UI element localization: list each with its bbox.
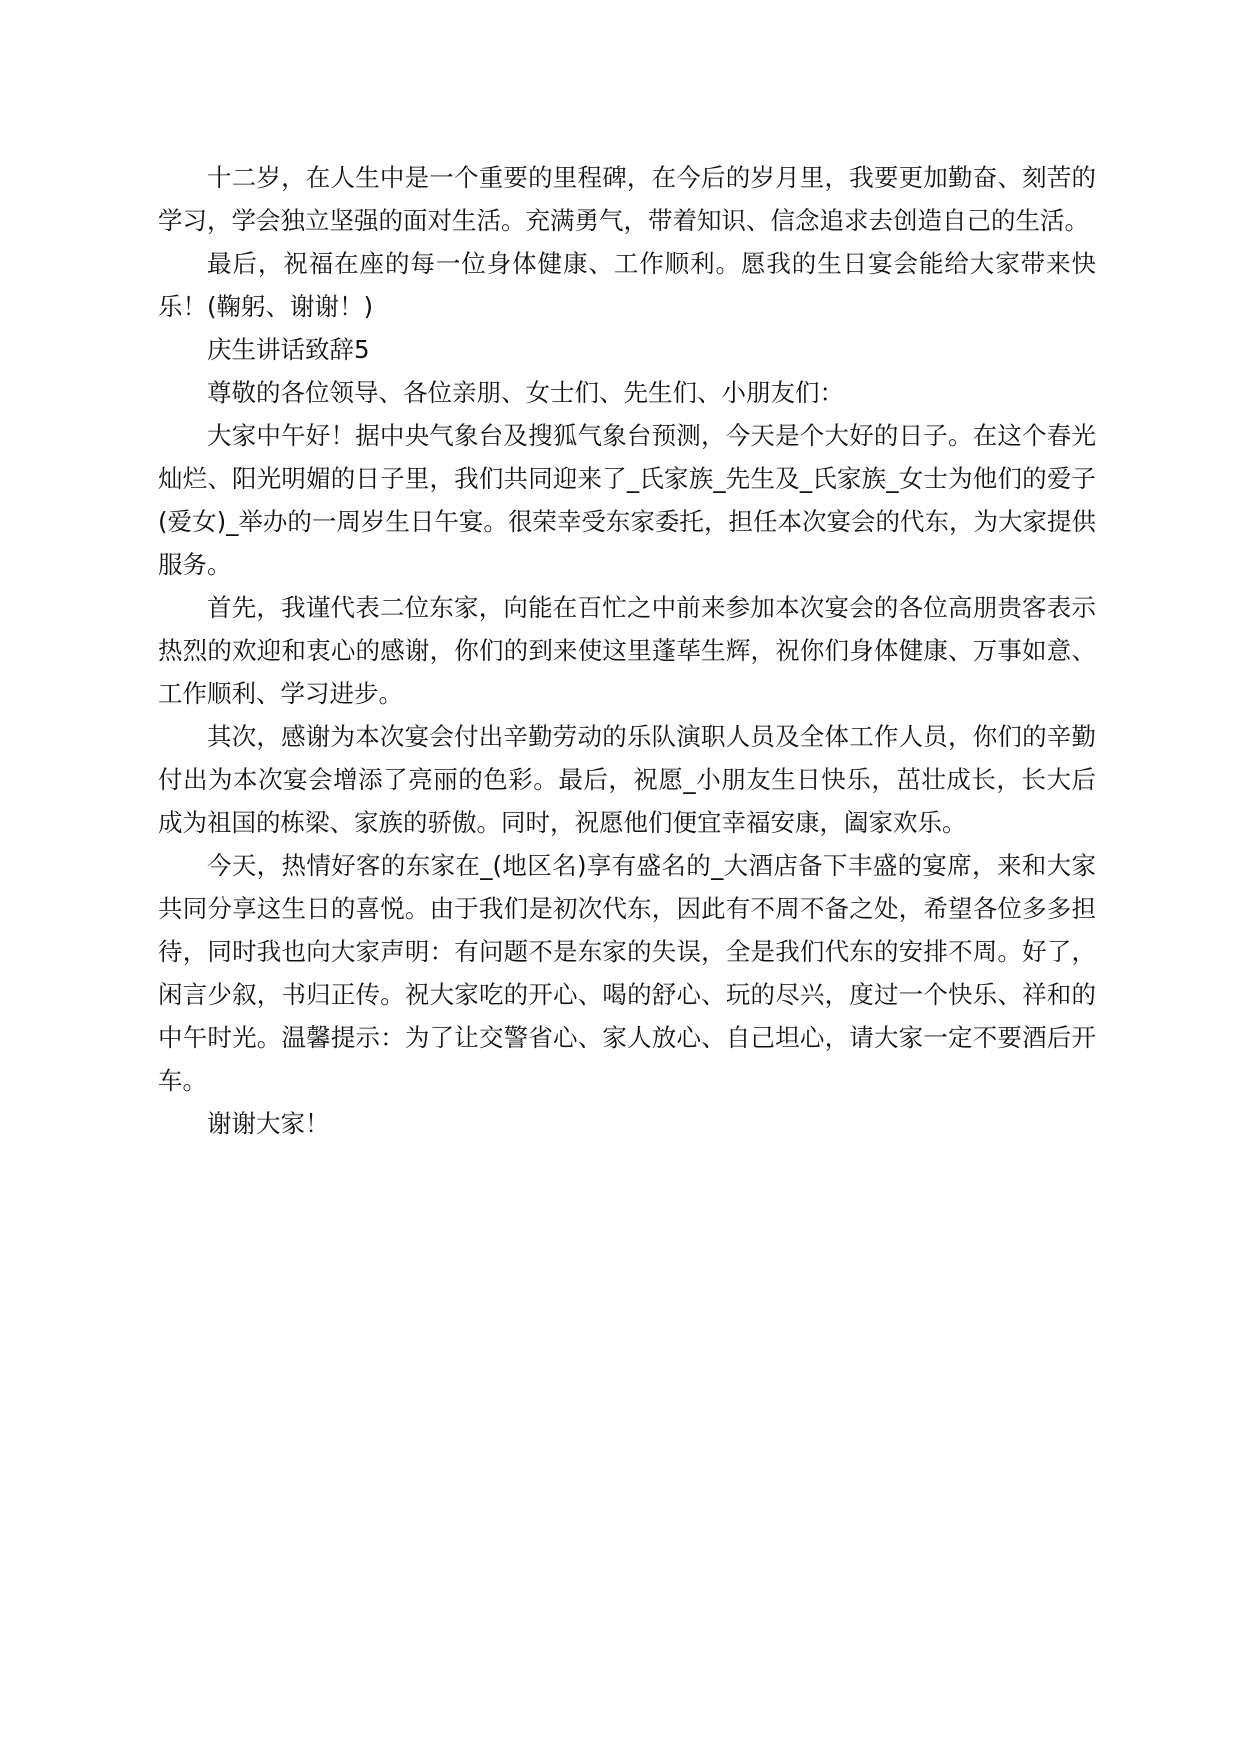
paragraph-welcome-thanks: 首先，我谨代表二位东家，向能在百忙之中前来参加本次宴会的各位高朋贵客表示热烈的欢迎和衷心的感谢，你们的到来使这里蓬荜生辉，祝你们身体健康、万事如意、工作顺利、学习进步。	[158, 593, 1096, 708]
paragraph-opening-greeting: 大家中午好！据中央气象台及搜狐气象台预测，今天是个大好的日子。在这个春光灿烂、阳光明媚的日子里，我们共同迎来了_氏家族_先生及_氏家族_女士为他们的爱子(爱女)_举办的一周岁生日午宴。很荣幸受东家委托，担任本次宴会的代东，为大家提供服务。	[158, 421, 1096, 579]
paragraph-thank-you: 谢谢大家！	[207, 1109, 330, 1138]
paragraph-thanks-staff: 其次，感谢为本次宴会付出辛勤劳动的乐队演职人员及全体工作人员，你们的辛勤付出为本次宴会增添了亮丽的色彩。最后，祝愿_小朋友生日快乐，茁壮成长，长大后成为祖国的栋梁、家族的骄傲。同时，祝愿他们便宜幸福安康，阖家欢乐。	[158, 722, 1096, 837]
paragraph-banquet-notice: 今天，热情好客的东家在_(地区名)享有盛名的_大酒店备下丰盛的宴席，来和大家共同分享这生日的喜悦。由于我们是初次代东，因此有不周不备之处，希望各位多多担待，同时我也向大家声明：有问题不是东家的失误，全是我们代东的安排不周。好了，闲言少叙，书归正传。祝大家吃的开心、喝的舒心、玩的尽兴，度过一个快乐、祥和的中午时光。温馨提示：为了让交警省心、家人放心、自己坦心，请大家一定不要酒后开车。	[158, 851, 1096, 1095]
paragraph-salutation: 尊敬的各位领导、各位亲朋、女士们、先生们、小朋友们：	[207, 378, 844, 407]
paragraph-closing-blessing: 最后，祝福在座的每一位身体健康、工作顺利。愿我的生日宴会能给大家带来快乐！(鞠躬、谢谢！)	[158, 249, 1096, 321]
section-heading: 庆生讲话致辞5	[207, 335, 370, 364]
document-body	[158, 156, 1096, 1145]
paragraph-twelve-years-milestone: 十二岁，在人生中是一个重要的里程碑，在今后的岁月里，我要更加勤奋、刻苦的学习，学会独立坚强的面对生活。充满勇气，带着知识、信念追求去创造自己的生活。	[158, 163, 1096, 235]
